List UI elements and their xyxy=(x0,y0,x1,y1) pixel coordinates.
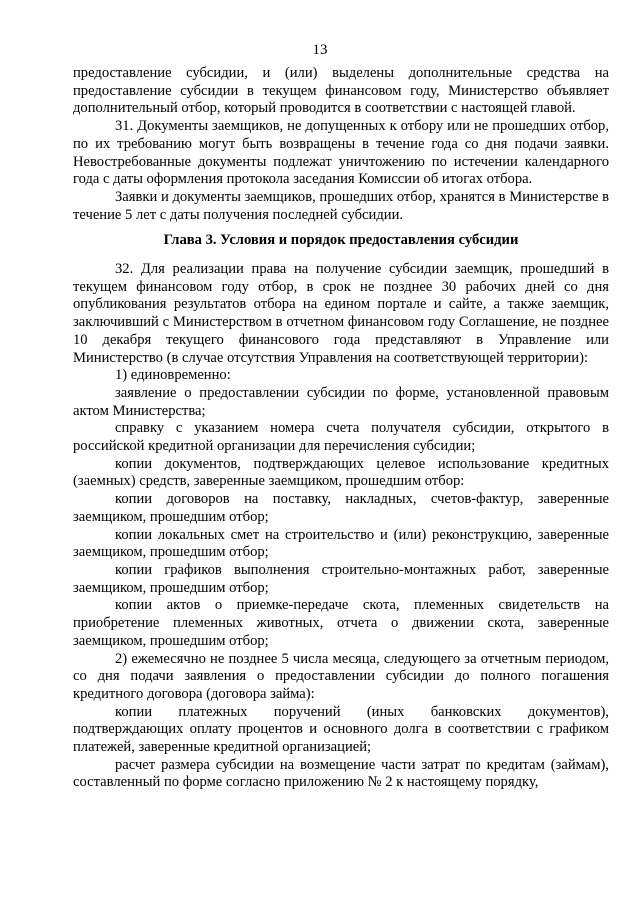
list-item-payment-orders: копии платежных поручений (иных банковских документов), подтверждающих оплату процентов и основного долга в соответствии с графиком платежей, заверенные кредитной организацией; xyxy=(73,703,609,756)
paragraph-continuation: предоставление субсидии, и (или) выделены дополнительные средства на предоставление субсидии в текущем финансовом году, Министерство объявляет дополнительный отбор, который проводится в соответствии с настоящей главой. xyxy=(73,65,609,117)
list-item-estimates: копии локальных смет на строительство и (или) реконструкцию, заверенные заемщиком, прошедшим отбор; xyxy=(73,526,609,561)
chapter-title: Глава 3. Условия и порядок предоставления субсидии xyxy=(163,232,519,249)
page-number: 13 xyxy=(312,42,328,58)
document-body xyxy=(73,65,609,792)
paragraph-32: 32. Для реализации права на получение субсидии заемщик, прошедший в текущем финансовом году отбор, в срок не позднее 30 рабочих дней со дня опубликования результатов отбора на едином портале и сайте, а также заемщик, заключивший с Министерством в отчетном финансовом году Соглашение, не позднее 10 декабря текущего финансового года представляют в Управление или Министерство (в случае отсутствия Управления на соответствующей территории): xyxy=(73,261,609,366)
list-item-target-use-docs: копии документов, подтверждающих целевое использование кредитных (заемных) средств, заверенные заемщиком, прошедшим отбор: xyxy=(73,455,609,490)
list-item-monthly: 2) ежемесячно не позднее 5 числа месяца, следующего за отчетным периодом, со дня подачи заявления о предоставлении субсидии до полного погашения кредитного договора (договора займа): xyxy=(73,650,609,702)
list-item-schedules: копии графиков выполнения строительно-монтажных работ, заверенные заемщиком, прошедшим отбор; xyxy=(73,561,609,596)
list-item-once: 1) единовременно: xyxy=(115,367,231,384)
list-item-subsidy-calculation: расчет размера субсидии на возмещение части затрат по кредитам (займам), составленный по форме согласно приложению № 2 к настоящему порядку, xyxy=(73,756,609,791)
list-item-contracts: копии договоров на поставку, накладных, счетов-фактур, заверенные заемщиком, прошедшим отбор; xyxy=(73,491,609,525)
paragraph-storage: Заявки и документы заемщиков, прошедших отбор, хранятся в Министерстве в течение 5 лет с даты получения последней субсидии. xyxy=(73,188,609,223)
list-item-livestock-acts: копии актов о приемке-передаче скота, племенных свидетельств на приобретение племенных животных, отчета о движении скота, заверенные заемщиком, прошедшим отбор; xyxy=(73,597,609,649)
list-item-application: заявление о предоставлении субсидии по форме, установленной правовым актом Министерства; xyxy=(73,384,609,419)
paragraph-31: 31. Документы заемщиков, не допущенных к отбору или не прошедших отбор, по их требованию могут быть возвращены в течение года со дня подачи заявки. Невостребованные документы подлежат уничтожению по истечении календарного года с даты оформления протокола заседания Комиссии об итогах отбора. xyxy=(73,118,609,188)
list-item-account-certificate: справку с указанием номера счета получателя субсидии, открытого в российской кредитной организации для перечисления субсидии; xyxy=(73,420,609,455)
